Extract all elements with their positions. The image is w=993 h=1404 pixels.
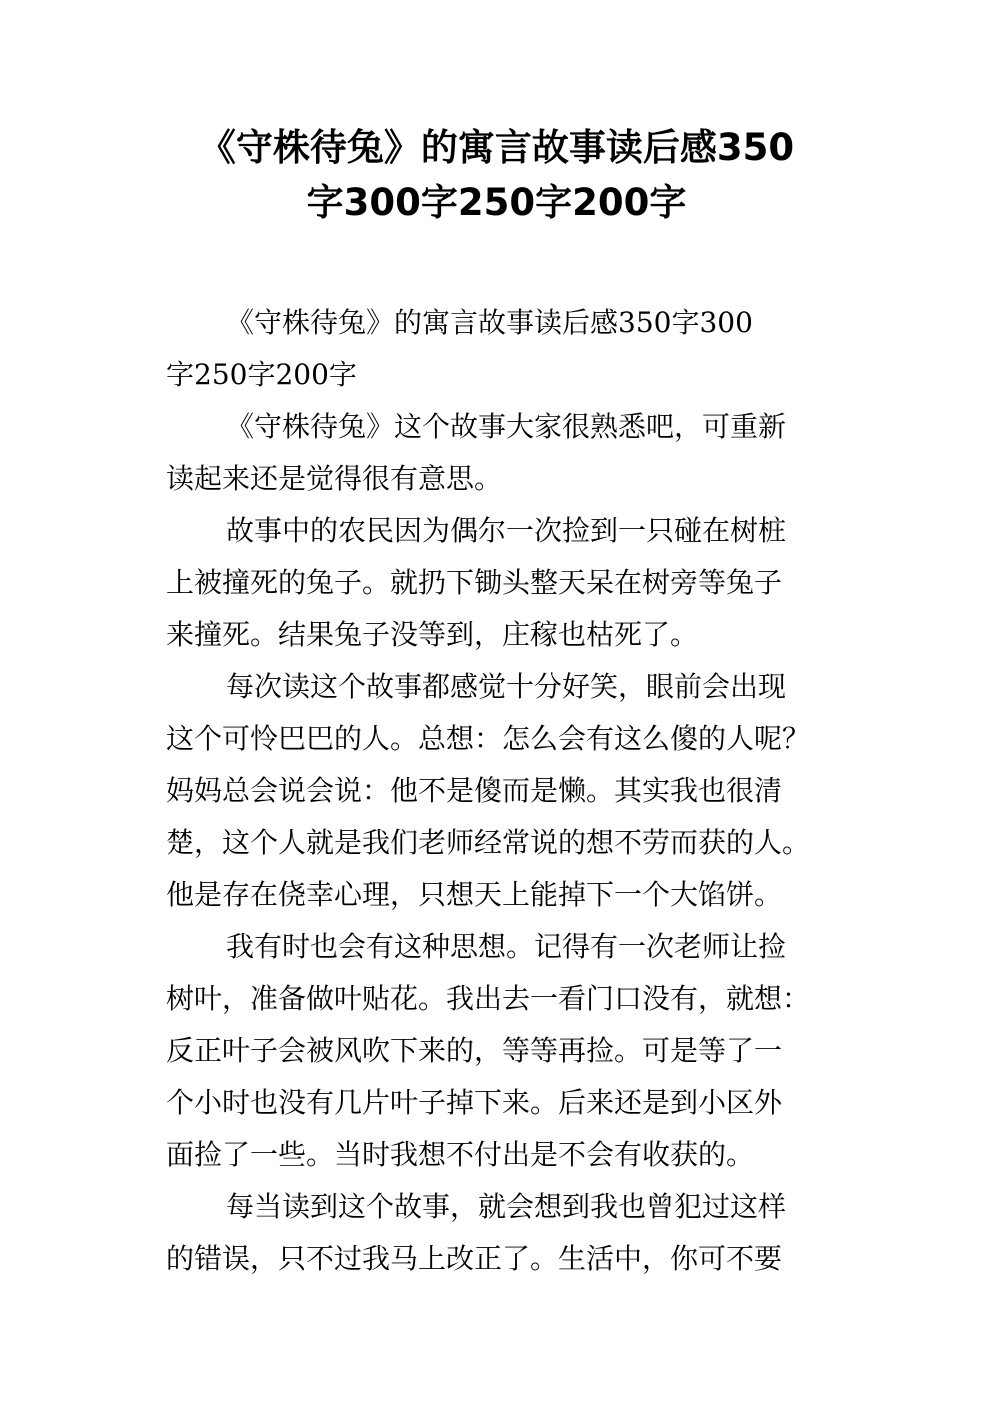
text-line: 的错误，只不过我马上改正了。生活中，你可不要 bbox=[166, 1242, 783, 1275]
text-line: 读起来还是觉得很有意思。 bbox=[166, 462, 503, 495]
text-line: 上被撞死的兔子。就扔下锄头整天呆在树旁等兔子 bbox=[166, 566, 783, 599]
text-line: 我有时也会有这种思想。记得有一次老师让捡 bbox=[226, 930, 787, 963]
paragraph bbox=[166, 1181, 846, 1285]
text-line: 妈妈总会说会说：他不是傻而是懒。其实我也很清 bbox=[166, 774, 783, 807]
paragraph bbox=[166, 401, 846, 505]
paragraph bbox=[166, 297, 846, 401]
text-line: 每次读这个故事都感觉十分好笑，眼前会出现 bbox=[226, 670, 787, 703]
text-line: 反正叶子会被风吹下来的，等等再捡。可是等了一 bbox=[166, 1034, 783, 1067]
text-line: 他是存在侥幸心理，只想天上能掉下一个大馅饼。 bbox=[166, 878, 783, 911]
text-line: 面捡了一些。当时我想不付出是不会有收获的。 bbox=[166, 1138, 755, 1171]
paragraph bbox=[166, 921, 846, 1181]
text-line: 个小时也没有几片叶子掉下来。后来还是到小区外 bbox=[166, 1086, 783, 1119]
document-body bbox=[166, 297, 846, 1285]
text-line: 《守株待兔》这个故事大家很熟悉吧，可重新 bbox=[226, 410, 787, 443]
text-line: 树叶，准备做叶贴花。我出去一看门口没有，就想： bbox=[166, 982, 811, 1015]
text-line: 《守株待兔》的寓言故事读后感350字300 bbox=[226, 306, 753, 339]
title-line-2: 字300字250字200字 bbox=[306, 181, 687, 224]
text-line: 来撞死。结果兔子没等到，庄稼也枯死了。 bbox=[166, 618, 699, 651]
document-title bbox=[120, 120, 873, 230]
paragraph bbox=[166, 661, 846, 921]
text-line: 故事中的农民因为偶尔一次捡到一只碰在树桩 bbox=[226, 514, 787, 547]
text-line: 这个可怜巴巴的人。总想：怎么会有这么傻的人呢？ bbox=[166, 722, 811, 755]
paragraph bbox=[166, 505, 846, 661]
text-line: 楚，这个人就是我们老师经常说的想不劳而获的人。 bbox=[166, 826, 811, 859]
text-line: 字250字200字 bbox=[166, 358, 357, 391]
text-line: 每当读到这个故事，就会想到我也曾犯过这样 bbox=[226, 1190, 787, 1223]
title-line-1: 《守株待兔》的寓言故事读后感350 bbox=[198, 126, 795, 169]
